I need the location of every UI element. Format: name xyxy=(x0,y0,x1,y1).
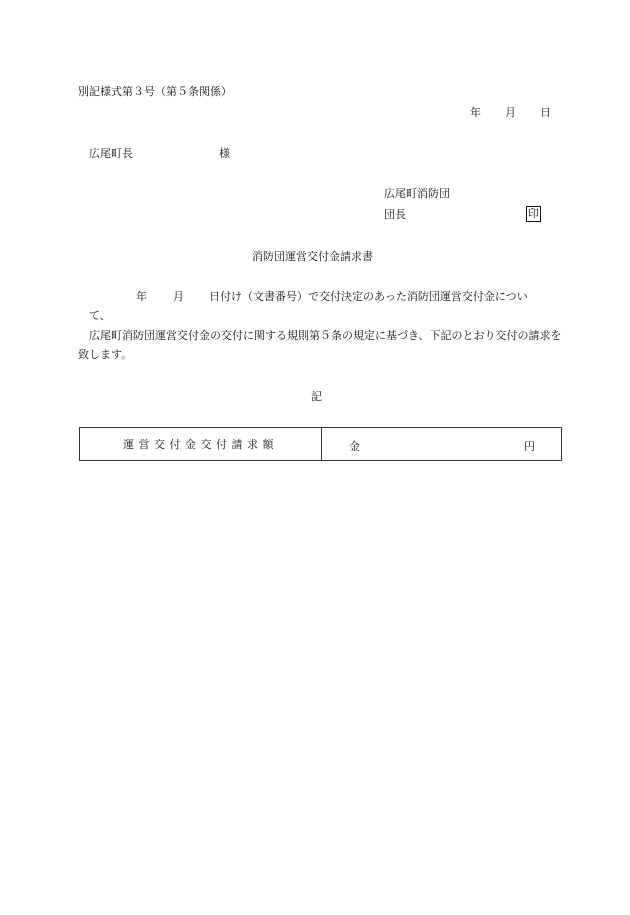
body-month: 月 xyxy=(173,290,184,303)
sender-organization: 広尾町消防団 xyxy=(384,187,450,200)
form-number: 別記様式第３号（第５条関係） xyxy=(78,85,232,98)
body-line2: て、 xyxy=(89,309,111,322)
date-day: 日 xyxy=(540,106,551,119)
amount-table xyxy=(79,427,562,461)
body-paragraph xyxy=(78,326,562,364)
amount-value-cell xyxy=(322,428,562,461)
ki-marker: 記 xyxy=(311,390,322,403)
amount-label: 運営交付金交付請求額 xyxy=(80,428,322,461)
addressee-name: 広尾町長 xyxy=(89,147,133,160)
date-year: 年 xyxy=(470,106,481,119)
amount-unit: 円 xyxy=(524,440,535,453)
body-year: 年 xyxy=(136,290,147,303)
date-month: 月 xyxy=(505,106,516,119)
seal-mark: 印 xyxy=(528,207,539,220)
addressee-honorific: 様 xyxy=(219,147,230,160)
body-line1: 日付け（文書番号）で交付決定のあった消防団運営交付金につい xyxy=(209,290,528,303)
amount-prefix: 金 xyxy=(349,440,360,453)
document-title: 消防団運営交付金請求書 xyxy=(252,250,373,263)
sender-title: 団長 xyxy=(384,208,406,221)
body-paragraph-text: 広尾町消防団運営交付金の交付に関する規則第５条の規定に基づき、下記のとおり交付の請求を致します。 xyxy=(78,329,562,361)
